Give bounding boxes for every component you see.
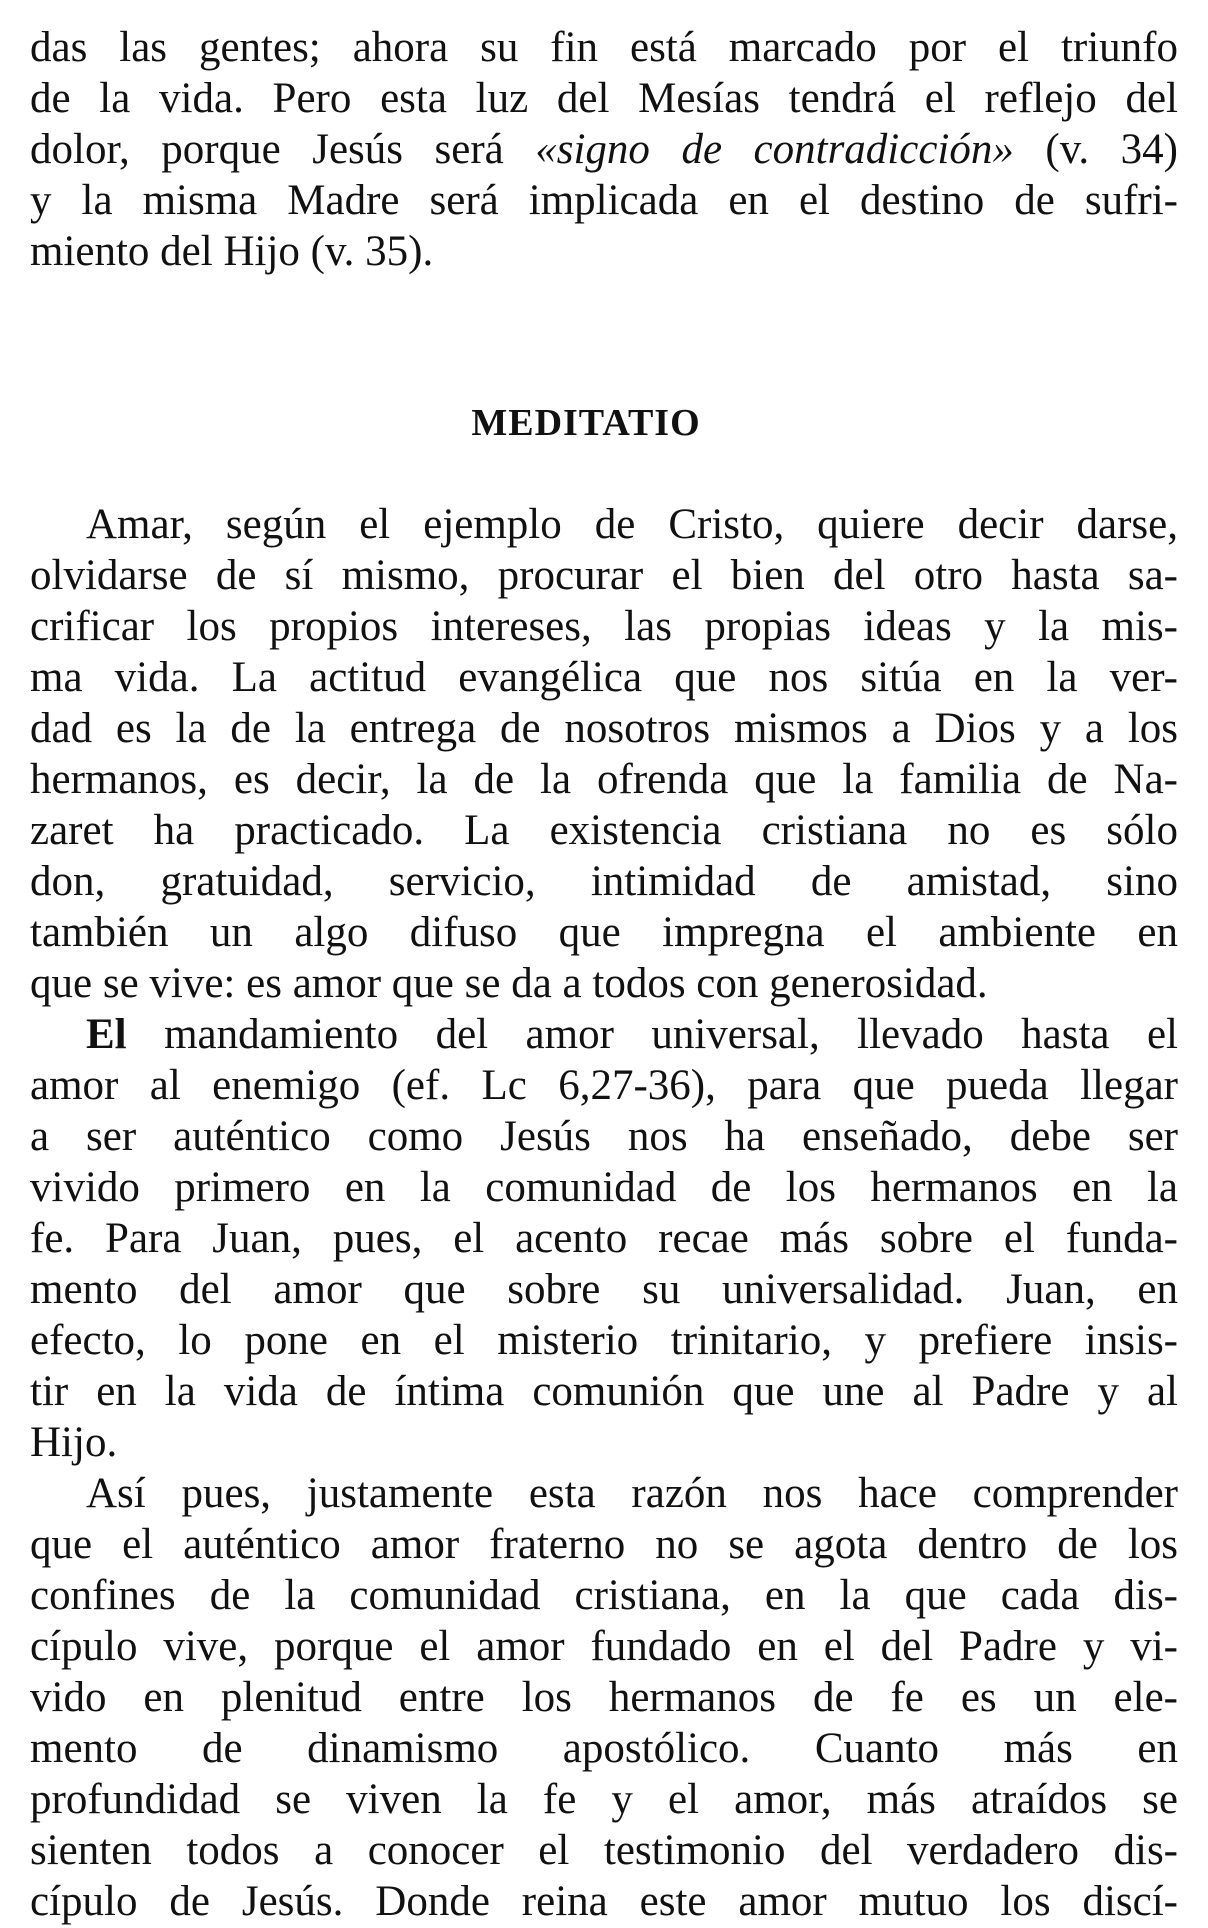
- text-line: dad es la de la entrega de nosotros mismos a Dios y a los: [30, 705, 1178, 752]
- text-line: miento del Hijo (v. 35).: [30, 228, 434, 275]
- text-line: vivido primero en la comunidad de los hermanos en la: [30, 1164, 1178, 1211]
- text-line: que el auténtico amor fraterno no se agota dentro de los: [30, 1521, 1178, 1568]
- text-line: tir en la vida de íntima comunión que une al Padre y al: [30, 1368, 1178, 1415]
- text-line: don, gratuidad, servicio, intimidad de amistad, sino: [30, 858, 1178, 905]
- intro-paragraph: [30, 22, 1178, 277]
- section-heading: MEDITATIO: [471, 402, 701, 444]
- text-line: [30, 124, 1178, 175]
- italic-quote: «signo de contradicción»: [535, 126, 1014, 173]
- text-line: zaret ha practicado. La existencia cristiana no es sólo: [30, 807, 1178, 854]
- text-line: mento del amor que sobre su universalidad. Juan, en: [30, 1266, 1178, 1313]
- paragraph-3: [30, 1468, 1178, 1927]
- heading-spacer: [30, 448, 1178, 499]
- text-line: Así pues, justamente esta razón nos hace comprender: [86, 1470, 1178, 1517]
- paragraph-2: [30, 1009, 1178, 1468]
- text-line: Amar, según el ejemplo de Cristo, quiere decir darse,: [86, 501, 1178, 548]
- text-line: cípulo de Jesús. Donde reina este amor mutuo los discí-: [30, 1878, 1178, 1925]
- paragraph-1: [30, 499, 1178, 1009]
- text-line: a ser auténtico como Jesús nos ha enseñado, debe ser: [30, 1113, 1178, 1160]
- text-line: cípulo vive, porque el amor fundado en el del Padre y vi-: [30, 1623, 1178, 1670]
- section-spacer: [30, 277, 1178, 398]
- text-line: sienten todos a conocer el testimonio del verdadero dis-: [30, 1827, 1178, 1874]
- text-line: ma vida. La actitud evangélica que nos sitúa en la ver-: [30, 654, 1178, 701]
- text-line: amor al enemigo (ef. Lc 6,27-36), para que pueda llegar: [30, 1062, 1178, 1109]
- text-line: crificar los propios intereses, las propias ideas y la mis-: [30, 603, 1178, 650]
- text-line: confines de la comunidad cristiana, en la que cada dis-: [30, 1572, 1178, 1619]
- text-line: vido en plenitud entre los hermanos de fe es un ele-: [30, 1674, 1178, 1721]
- text-line: efecto, lo pone en el misterio trinitario, y prefiere insis-: [30, 1317, 1178, 1364]
- text-run: mandamiento del amor universal, llevado hasta el: [126, 1011, 1178, 1058]
- text-line: profundidad se viven la fe y el amor, más atraídos se: [30, 1776, 1178, 1823]
- text-line: hermanos, es decir, la de la ofrenda que la familia de Na-: [30, 756, 1178, 803]
- text-line: también un algo difuso que impregna el ambiente en: [30, 909, 1178, 956]
- book-page: [30, 22, 1178, 1927]
- text-line: de la vida. Pero esta luz del Mesías tendrá el reflejo del: [30, 75, 1178, 122]
- text-run: dolor, porque Jesús será: [30, 126, 536, 173]
- text-line: olvidarse de sí mismo, procurar el bien del otro hasta sa-: [30, 552, 1178, 599]
- text-line: fe. Para Juan, pues, el acento recae más sobre el funda-: [30, 1215, 1178, 1262]
- text-line: mento de dinamismo apostólico. Cuanto más en: [30, 1725, 1178, 1772]
- text-line: [30, 1009, 1178, 1060]
- text-line: que se vive: es amor que se da a todos con generosidad.: [30, 960, 988, 1007]
- text-run: (v. 34): [1013, 126, 1178, 173]
- text-line: y la misma Madre será implicada en el destino de sufri-: [30, 177, 1178, 224]
- text-line: Hijo.: [30, 1419, 118, 1466]
- bold-initial-word: El: [86, 1011, 127, 1058]
- text-line: das las gentes; ahora su fin está marcado por el triunfo: [30, 24, 1178, 71]
